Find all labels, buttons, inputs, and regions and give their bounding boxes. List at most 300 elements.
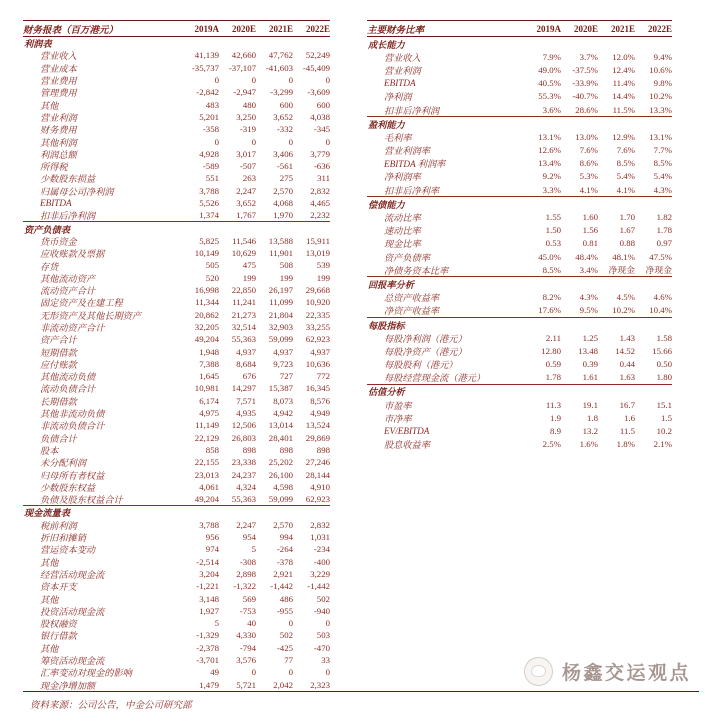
cell-value: 898 [316,444,330,455]
cell-value: 263 [242,173,256,184]
cell-value: -636 [313,161,330,172]
cell-value: 0.97 [656,238,672,249]
cell-value: -234 [313,544,330,555]
row-label: 毛利率 [384,132,412,143]
table-row [367,157,672,170]
table-row [23,296,330,308]
cell-value: 8.9 [550,426,561,437]
cell-value: -753 [239,605,256,616]
cell-value: 483 [205,99,219,110]
section-title: 盈利能力 [368,119,405,130]
cell-value: 12.9% [612,131,635,142]
table-row [23,605,330,617]
cell-value: 4.6% [653,292,672,303]
table-row [367,304,672,317]
table-row [23,432,330,444]
cell-value: 1,031 [310,532,330,543]
table-row [367,210,672,223]
cell-value: 2,832 [310,519,330,530]
table-section [23,37,330,222]
cell-value: -378 [276,556,293,567]
cell-value: 8.5% [542,264,561,275]
cell-value: 2,832 [310,185,330,196]
table-row [23,49,330,61]
table-row [367,183,672,196]
cell-value: 12,506 [231,420,256,431]
row-label: 每股净资产（港元） [384,346,467,357]
cell-value: -589 [202,161,219,172]
cell-value: 3.4% [579,264,598,275]
table-row [23,493,330,505]
section-title: 利润表 [24,39,52,50]
cell-value: -3,701 [196,654,219,665]
cell-value: 2,042 [273,679,293,690]
cell-value: 0 [251,136,256,147]
cell-value: 3,204 [199,568,219,579]
cell-value: 0.50 [656,359,672,370]
table-section [367,385,672,451]
cell-value: 22,335 [305,309,330,320]
table-row [23,407,330,419]
row-label: 财务费用 [40,125,77,136]
row-label: 归母所有者权益 [40,470,105,481]
cell-value: 33,255 [305,321,330,332]
table-row [23,419,330,431]
row-label: 其他流动负债 [40,372,96,383]
cell-value: 11,546 [232,235,256,246]
cell-value: 1.80 [656,372,672,383]
row-label: 现金比率 [384,239,421,250]
cell-value: -3,299 [270,87,293,98]
cell-value: 3.3% [542,184,561,195]
cell-value: 59,099 [268,334,293,345]
cell-value: 10,636 [305,358,330,369]
cell-value: -400 [313,556,330,567]
column-header-2019a: 2019A [194,23,219,34]
cell-value: 1.9 [550,412,561,423]
section-header [367,318,672,331]
row-label: 少数股东权益 [40,482,96,493]
row-label: 筹资活动现金流 [40,656,105,666]
row-label: 存货 [40,261,59,272]
cell-value: 62,923 [305,334,330,345]
cell-value: 4,910 [310,481,330,492]
row-label: 资产合计 [40,335,77,346]
cell-value: -33.9% [572,78,598,89]
cell-value: 32,514 [231,321,256,332]
table-row [23,333,330,345]
cell-value: 10.6% [649,64,672,75]
cell-value: -794 [239,642,256,653]
source-note: 资料来源：公司公告，中金公司研究部 [30,701,192,711]
cell-value: 41,139 [194,50,219,61]
cell-value: 3,229 [310,568,330,579]
row-label: 其他流动资产 [40,273,96,284]
cell-value: 5 [251,544,256,555]
cell-value: 49 [210,667,219,678]
cell-value: -264 [276,544,293,555]
cell-value: 1.63 [619,372,635,383]
table-row [367,438,672,451]
cell-value: 20,862 [194,309,219,320]
cell-value: -35,737 [191,62,219,73]
cell-value: 13,014 [268,420,293,431]
cell-value: 4,068 [273,198,293,208]
cell-value: 954 [242,532,256,543]
cell-value: -940 [313,605,330,616]
table-section [23,222,330,506]
cell-value: 10.2% [649,91,672,102]
cell-value: 772 [316,371,330,382]
row-label: 投资活动现金流 [40,606,105,617]
row-label: 少数股东损益 [40,174,96,185]
section-header [367,197,672,210]
cell-value: 47.5% [649,251,672,262]
cell-value: 52,249 [305,50,330,61]
cell-value: 2.5% [542,439,561,450]
cell-value: 13.1% [649,131,672,142]
cell-value: 13,588 [268,235,293,246]
cell-value: 10,149 [194,248,219,259]
cell-value: -955 [276,605,293,616]
cell-value: 15.66 [652,345,672,356]
cell-value: 19.1 [582,399,598,410]
row-label: 扣非后净利率 [384,185,440,196]
cell-value: 5.4% [653,171,672,182]
row-label: 非流动资产合计 [40,322,105,333]
cell-value: 40.5% [538,78,561,89]
cell-value: 2,232 [310,210,330,221]
cell-value: 1,970 [273,210,293,221]
cell-value: -308 [239,556,256,567]
cell-value: 0 [251,75,256,86]
section-header [367,37,672,50]
row-label: 营业成本 [40,63,77,74]
cell-value: 14.52 [615,345,635,356]
table-row [23,580,330,592]
cell-value: 2,247 [236,185,256,196]
cell-value: 4,598 [273,481,293,492]
cell-value: 10,629 [231,248,256,259]
table-row [23,531,330,543]
row-label: 净利润 [384,92,412,103]
cell-value: -2,514 [196,556,219,567]
cell-value: 13,019 [305,248,330,259]
table-row [367,77,672,90]
table-row [367,263,672,276]
cell-value: 0.53 [545,238,561,249]
cell-value: 0 [325,136,330,147]
row-label: 负债合计 [40,433,77,444]
cell-value: 7,571 [236,395,256,406]
table-row [367,144,672,157]
table-row [367,90,672,103]
cell-value: -1,221 [196,581,219,592]
right-table-body [367,37,672,451]
cell-value: 1,374 [199,210,219,221]
cell-value: 14,297 [231,383,256,394]
section-title: 估值分析 [368,387,405,398]
cell-value: 3,788 [199,519,219,530]
table-row [23,272,330,284]
cell-value: 10.2% [612,305,635,316]
cell-value: 2,921 [273,568,293,579]
row-label: 负债及股东权益合计 [40,495,123,506]
cell-value: 24,237 [231,469,256,480]
row-label: 长期借款 [40,396,77,407]
cell-value: 13.3% [649,104,672,115]
row-label: 折旧和摊销 [40,533,86,544]
cell-value: 22,850 [231,285,256,296]
cell-value: -2,947 [233,87,256,98]
cell-value: 7.7% [653,145,672,156]
cell-value: 0.39 [582,359,598,370]
cell-value: 49,204 [194,494,219,505]
cell-value: -507 [239,161,256,172]
row-label: 非流动负债合计 [40,421,105,432]
row-label: 流动比率 [384,213,421,224]
row-label: 现金净增加额 [40,680,96,691]
cell-value: -3,609 [307,87,330,98]
table-row [23,654,330,666]
table-section [367,197,672,277]
cell-value: 29,668 [305,285,330,296]
cell-value: 0 [214,136,219,147]
cell-value: 898 [242,444,256,455]
cell-value: -358 [202,124,219,135]
row-label: 营业费用 [40,76,77,87]
table-row [367,331,672,344]
cell-value: 508 [279,260,293,271]
cell-value: 4,937 [273,346,293,357]
row-label: 扣非后净利润 [40,211,96,222]
cell-value: 26,100 [268,469,293,480]
cell-value: 199 [242,272,256,283]
cell-value: 17.6% [538,305,561,316]
cell-value: 1.58 [656,332,672,343]
row-label: 总资产收益率 [384,293,440,304]
row-label: 固定资产及在建工程 [40,298,123,309]
cell-value: 5,825 [199,235,219,246]
cell-value: 4,038 [310,111,330,122]
row-label: EV/EBITDA [384,426,430,437]
cell-value: 28.6% [575,104,598,115]
cell-value: -470 [313,642,330,653]
table-row [367,411,672,424]
cell-value: -345 [313,124,330,135]
cell-value: 1.70 [619,212,635,223]
right-table-header-row [367,20,672,37]
cell-value: 8,684 [236,358,256,369]
watermark [524,657,691,686]
cell-value: 27,246 [305,457,330,468]
table-row [23,642,330,654]
cell-value: 15,387 [268,383,293,394]
cell-value: 1.61 [582,372,598,383]
section-header [23,506,330,518]
cell-value: -40.7% [572,91,598,102]
cell-value: 3,017 [236,148,256,159]
cell-value: 12.4% [612,64,635,75]
cell-value: 2,898 [236,568,256,579]
cell-value: 1.60 [582,212,598,223]
row-label: 其他 [40,100,59,111]
cell-value: 14.4% [612,91,635,102]
cell-value: 55,363 [231,334,256,345]
table-section [23,506,330,690]
cell-value: 7.6% [616,145,635,156]
cell-value: 551 [205,173,219,184]
cell-value: 676 [242,371,256,382]
cell-value: 10,981 [194,383,219,394]
cell-value: -1,322 [233,581,256,592]
cell-value: 4.3% [653,184,672,195]
cell-value: 994 [279,532,293,543]
row-label: 其他 [40,643,59,654]
cell-value: 0.59 [545,359,561,370]
cell-value: 1.50 [545,225,561,236]
cell-value: 10.4% [649,305,672,316]
row-label: 流动资产合计 [40,286,96,297]
cell-value: 16,998 [194,285,219,296]
cell-value: 0.44 [619,359,635,370]
cell-value: 11,344 [195,297,219,308]
cell-value: 1,645 [199,371,219,382]
row-label: 未分配利润 [40,458,86,469]
cell-value: 4,937 [310,346,330,357]
section-title: 成长能力 [368,39,405,50]
cell-value: 26,803 [231,432,256,443]
cell-value: 4,949 [310,408,330,419]
cell-value: 199 [279,272,293,283]
table-row [23,98,330,110]
table-row [367,63,672,76]
table-row [23,235,330,247]
cell-value: 4,061 [199,481,219,492]
cell-value: 47,762 [268,50,293,61]
table-row [367,424,672,437]
cell-value: -1,329 [196,630,219,641]
cell-value: 1.6% [579,439,598,450]
row-label: 其他 [40,557,59,568]
cell-value: 858 [205,444,219,455]
row-label: 每股净利润（港元） [384,333,467,344]
cell-value: 11,901 [269,248,293,259]
cell-value: 502 [279,630,293,641]
cell-value: 49,204 [194,334,219,345]
row-label: 营业利润 [384,65,421,76]
table-row [23,172,330,184]
row-label: 流动负债合计 [40,384,96,395]
cell-value: -2,378 [196,642,219,653]
table-row [23,468,330,480]
table-row [367,291,672,304]
cell-value: 15.1 [656,399,672,410]
cell-value: -37.5% [572,64,598,75]
cell-value: 0 [288,136,293,147]
watermark-logo-icon [524,657,553,686]
cell-value: 9.5% [579,305,598,316]
cell-value: 1.82 [656,212,672,223]
row-label: 营业收入 [384,52,421,63]
table-row [23,284,330,296]
column-header-2021e: 2021E [268,23,293,34]
cell-value: 48.4% [575,251,598,262]
cell-value: 1.78 [656,225,672,236]
cell-value: 13,524 [305,420,330,431]
cell-value: 22,155 [194,457,219,468]
cell-value: 8,073 [273,395,293,406]
cell-value: 48.1% [612,251,635,262]
row-label: 股息收益率 [384,440,430,451]
table-row [367,398,672,411]
row-label: EBITDA [384,78,416,89]
cell-value: 8,576 [310,395,330,406]
cell-value: 4.3% [579,292,598,303]
cell-value: 49.0% [538,64,561,75]
table-row [23,382,330,394]
cell-value: 0 [288,75,293,86]
row-label: 其他 [40,594,59,605]
table-row [367,130,672,143]
tables-area [23,20,672,691]
cell-value: 7,388 [199,358,219,369]
cell-value: 2.11 [545,332,561,343]
cell-value: 0 [214,75,219,86]
cell-value: 32,205 [194,321,219,332]
cell-value: 55.3% [538,91,561,102]
cell-value: 13.4% [538,158,561,169]
bottom-rule [23,691,699,692]
table-row [23,543,330,555]
cell-value: 4.1% [616,184,635,195]
table-row [23,519,330,531]
row-label: 应付账款 [40,359,77,370]
cell-value: 0.88 [619,238,635,249]
section-title: 现金流量表 [24,508,70,519]
table-section [367,277,672,318]
row-label: 经营活动现金流 [40,569,105,580]
column-header-2022e: 2022E [305,23,330,34]
row-label: 所得税 [40,162,68,173]
column-header-2021e: 2021E [610,23,635,34]
row-label: 营业利润率 [384,146,430,157]
table-row [23,197,330,209]
table-row [367,224,672,237]
table-row [23,617,330,629]
cell-value: 4.5% [616,292,635,303]
row-label: 短期借款 [40,347,77,358]
cell-value: 5.3% [579,171,598,182]
cell-value: -319 [239,124,256,135]
table-row [23,123,330,135]
cell-value: 26,197 [268,285,293,296]
table-row [23,309,330,321]
cell-value: 898 [279,444,293,455]
cell-value: 1,927 [199,605,219,616]
row-label: 银行借款 [40,631,77,642]
cell-value: 0 [288,618,293,629]
row-label: 市净率 [384,413,412,424]
cell-value: 505 [205,260,219,271]
cell-value: 4,975 [199,408,219,419]
cell-value: 1.8% [616,439,635,450]
right-table-title: 主要财务比率 [367,25,425,36]
cell-value: -561 [276,161,293,172]
table-row [23,358,330,370]
cell-value: 11.3 [545,399,561,410]
cell-value: 600 [316,99,330,110]
